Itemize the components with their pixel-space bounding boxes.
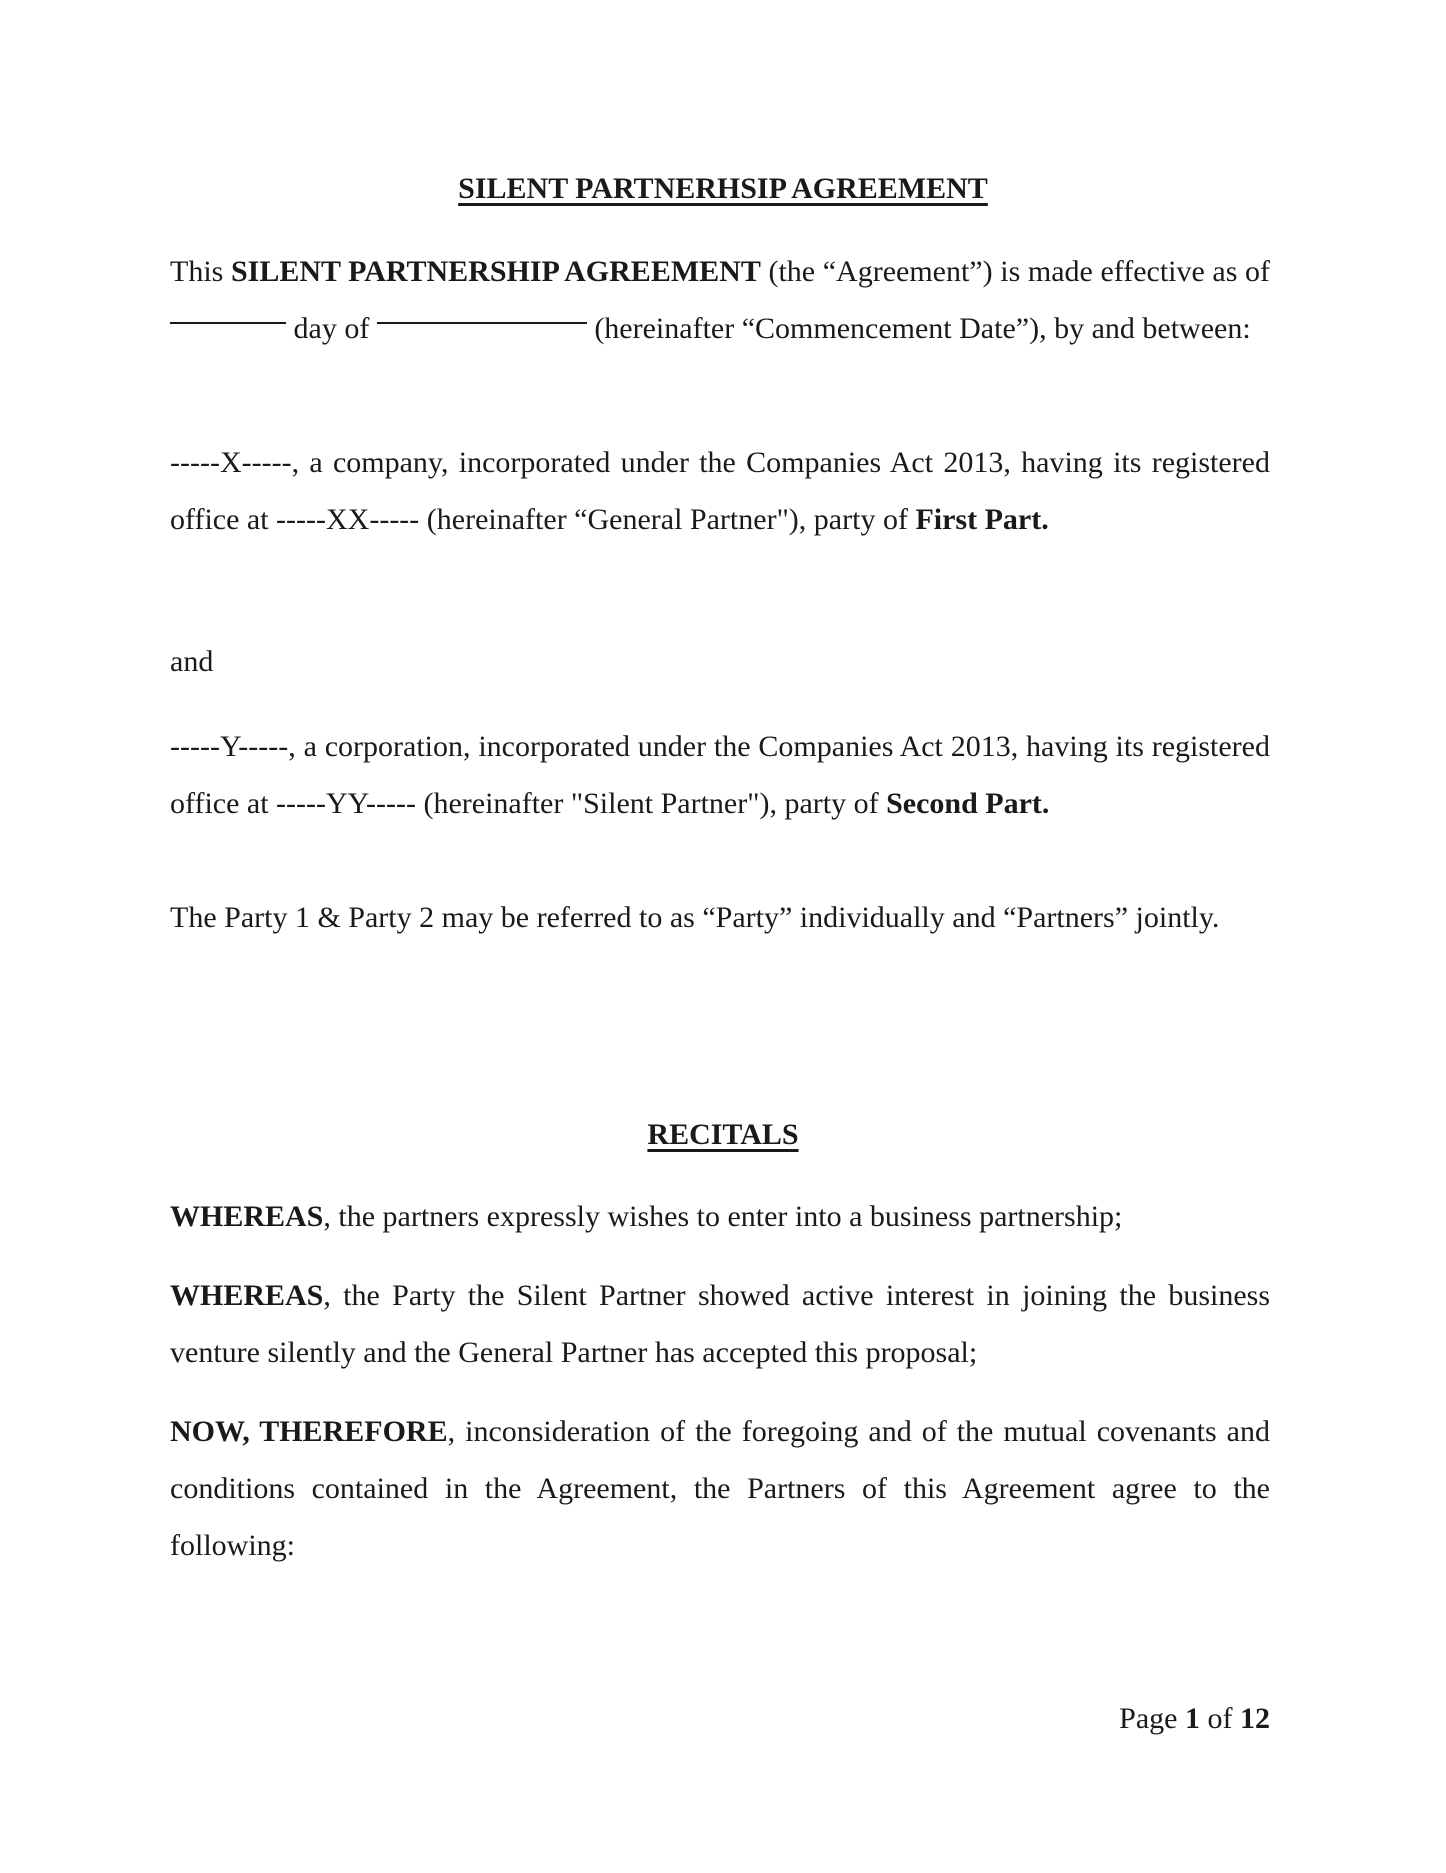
of-label: of [1207, 1702, 1233, 1735]
page-total: 12 [1240, 1702, 1270, 1735]
intro-this: This [170, 255, 224, 288]
page-label: Page [1119, 1702, 1178, 1735]
recital-item [170, 1188, 1270, 1245]
document-title: SILENT PARTNERHSIP AGREEMENT [458, 172, 988, 205]
intro-paragraph [170, 243, 1270, 357]
party-two-part: Second Part. [886, 787, 1050, 820]
reference-paragraph: The Party 1 & Party 2 may be referred to as “Party” individually and “Partners” jointly. [170, 901, 1220, 934]
recitals-heading: RECITALS [647, 1118, 799, 1151]
party-one-part: First Part. [915, 503, 1049, 536]
party-two-text: -----Y-----, a corporation, incorporated under the Companies Act 2013, having its registered office at -----YY----- (hereinafter "Silent Partner"), party of [170, 730, 1270, 820]
intro-text-2: day of [293, 312, 370, 345]
intro-text-3: (hereinafter “Commencement Date”), by and between: [594, 312, 1251, 345]
and-text: and [170, 645, 214, 678]
recital-lead: NOW, THEREFORE [170, 1415, 448, 1448]
day-blank [170, 300, 286, 324]
recital-lead: WHEREAS [170, 1200, 324, 1233]
month-blank [377, 300, 587, 324]
party-two-paragraph [170, 718, 1270, 832]
recital-text: , the partners expressly wishes to enter into a business partnership; [323, 1200, 1123, 1233]
recital-text: , the Party the Silent Partner showed active interest in joining the business venture silently and the General Partner has accepted this proposal; [170, 1279, 1270, 1369]
page-current: 1 [1185, 1702, 1200, 1735]
recital-item [170, 1403, 1270, 1574]
intro-text-1: (the “Agreement”) is made effective as of [768, 255, 1271, 288]
agreement-name: SILENT PARTNERSHIP AGREEMENT [230, 255, 761, 288]
recital-lead: WHEREAS [170, 1279, 324, 1312]
page-number [1119, 1702, 1270, 1736]
recital-item [170, 1267, 1270, 1381]
recital-text: , inconsideration of the foregoing and of the mutual covenants and conditions contained in the Agreement, the Partners of this Agreement agree to the following: [170, 1415, 1270, 1562]
party-one-text: -----X-----, a company, incorporated under the Companies Act 2013, having its registered office at -----XX----- (hereinafter “General Partner"), party of [170, 446, 1270, 536]
party-one-paragraph [170, 434, 1270, 548]
